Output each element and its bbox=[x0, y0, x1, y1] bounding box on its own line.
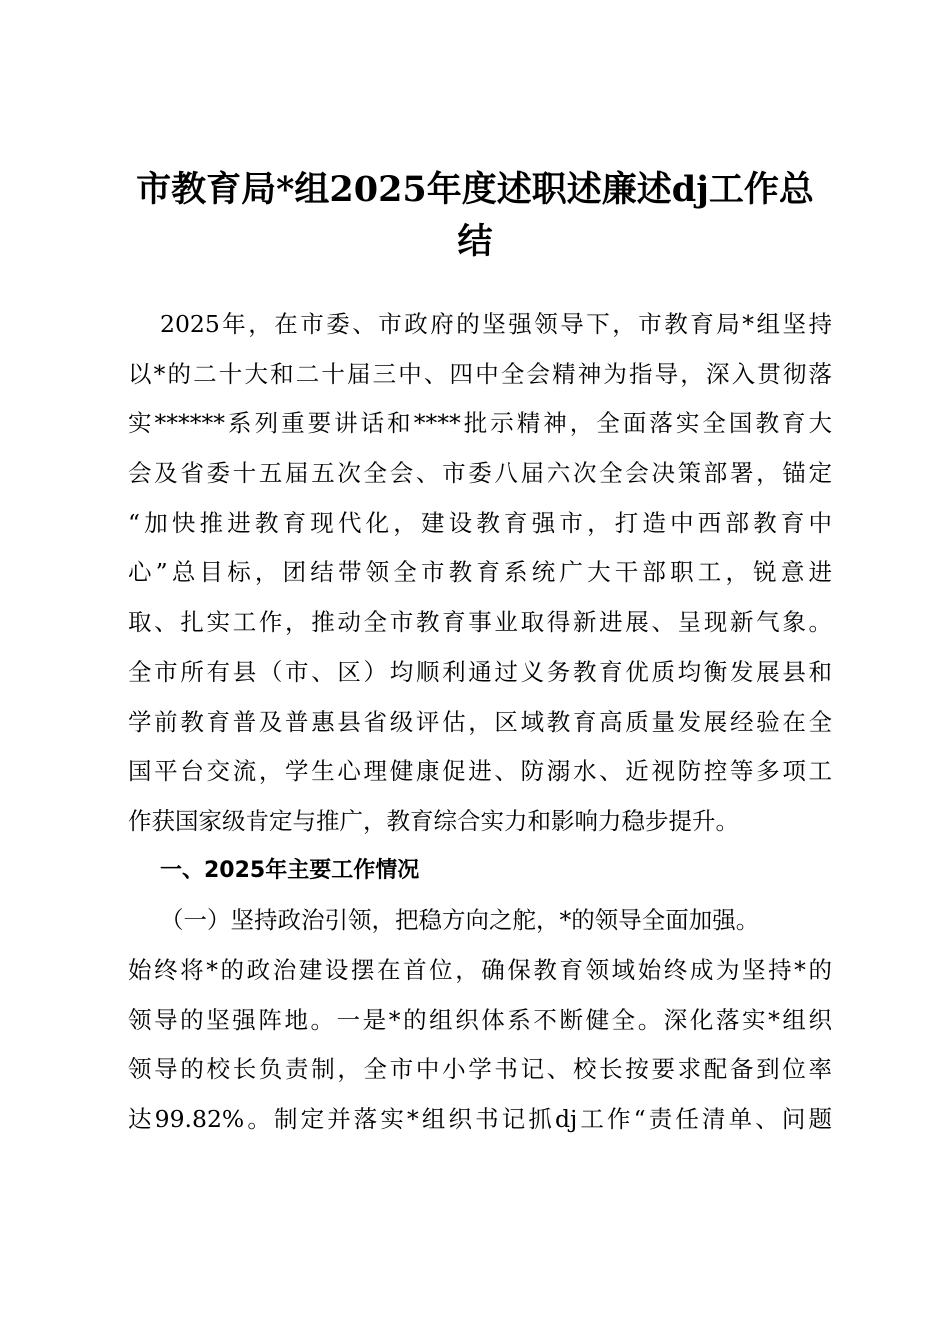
document-body bbox=[128, 304, 832, 1149]
title-line: 结 bbox=[457, 221, 493, 262]
title-line: 市教育局*组2025年度述职述廉述dj工作总 bbox=[136, 169, 814, 210]
paragraph-line: 全市所有县（市、区）均顺利通过义务教育优质均衡发展县和 bbox=[128, 657, 832, 686]
document-title bbox=[110, 164, 840, 268]
paragraph-line: 领导的坚强阵地。一是*的组织体系不断健全。深化落实*组织 bbox=[128, 1005, 832, 1034]
paragraph-line: 达99.82%。制定并落实*组织书记抓dj工作“责任清单、问题 bbox=[128, 1105, 832, 1133]
paragraph-line: 会及省委十五届五次全会、市委八届六次全会决策部署，锚定 bbox=[128, 459, 832, 488]
paragraph-line: 领导的校长负责制，全市中小学书记、校长按要求配备到位率 bbox=[128, 1055, 832, 1084]
paragraph-line: 以*的二十大和二十届三中、四中全会精神为指导，深入贯彻落 bbox=[128, 359, 832, 388]
paragraph-line: 心”总目标，团结带领全市教育系统广大干部职工，锐意进 bbox=[128, 558, 832, 587]
paragraph-line: 国平台交流，学生心理健康促进、防溺水、近视防控等多项工 bbox=[128, 757, 832, 786]
paragraph-line: 作获国家级肯定与推广，教育综合实力和影响力稳步提升。 bbox=[128, 806, 739, 835]
paragraph-line: “加快推进教育现代化，建设教育强市，打造中西部教育中 bbox=[128, 508, 832, 537]
section-heading: 一、2025年主要工作情况 bbox=[160, 857, 420, 883]
paragraph-line: 取、扎实工作，推动全市教育事业取得新进展、呈现新气象。 bbox=[128, 608, 832, 637]
paragraph-line: 始终将*的政治建设摆在首位，确保教育领域始终成为坚持*的 bbox=[128, 955, 832, 984]
paragraph-line: 2025年，在市委、市政府的坚强领导下，市教育局*组坚持 bbox=[160, 310, 832, 338]
paragraph-line: 实******系列重要讲话和****批示精神，全面落实全国教育大 bbox=[128, 409, 832, 438]
paragraph-line: 学前教育普及普惠县省级评估，区域教育高质量发展经验在全 bbox=[128, 707, 832, 736]
paragraph-line: （一）坚持政治引领，把稳方向之舵，*的领导全面加强。 bbox=[160, 906, 760, 935]
